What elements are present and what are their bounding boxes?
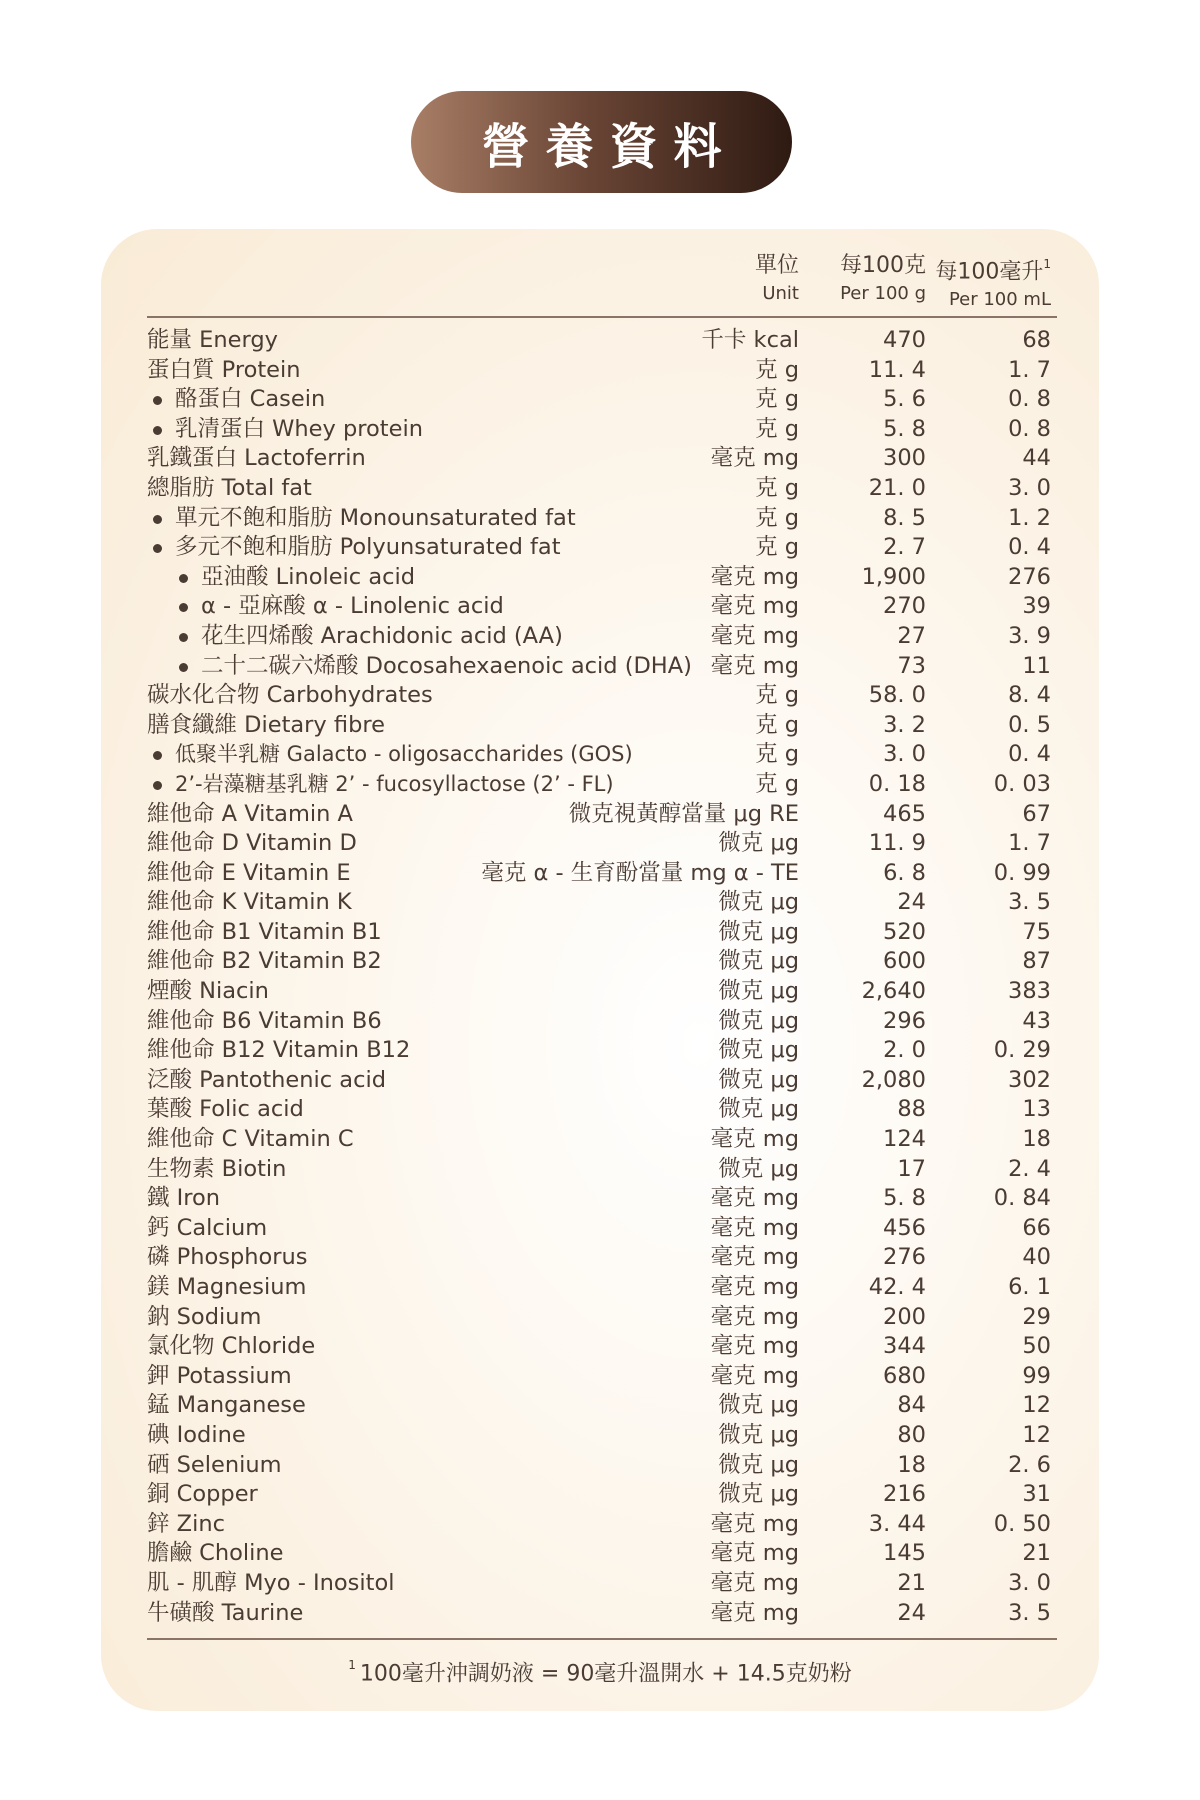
value-per-100ml: 0. 8 bbox=[1008, 415, 1051, 442]
nutrient-name: 花生四烯酸 Arachidonic acid (AA) bbox=[201, 622, 563, 649]
value-per-100g: 270 bbox=[883, 593, 926, 620]
value-per-100ml: 21 bbox=[1022, 1540, 1051, 1567]
value-per-100g: 58. 0 bbox=[868, 682, 926, 709]
nutrient-unit: 毫克 mg bbox=[710, 1185, 799, 1212]
nutrient-unit: 克 g bbox=[755, 356, 799, 383]
page-title: 營養資料 bbox=[481, 118, 738, 175]
table-row bbox=[147, 415, 1057, 445]
nutrient-unit: 克 g bbox=[755, 474, 799, 501]
value-per-100ml: 66 bbox=[1022, 1214, 1051, 1241]
value-per-100g: 6. 8 bbox=[883, 859, 926, 886]
value-per-100ml: 75 bbox=[1022, 918, 1051, 945]
bullet-icon bbox=[179, 603, 188, 612]
nutrient-name: 總脂肪 Total fat bbox=[147, 474, 312, 501]
nutrient-name: 銅 Copper bbox=[147, 1481, 258, 1508]
table-row bbox=[147, 1095, 1057, 1125]
nutrient-name: 維他命 B6 Vitamin B6 bbox=[147, 1007, 382, 1034]
nutrient-name: 低聚半乳糖 Galacto - oligosaccharides (GOS) bbox=[175, 742, 633, 767]
nutrient-name: 碳水化合物 Carbohydrates bbox=[147, 682, 433, 709]
bullet-icon bbox=[153, 544, 162, 553]
value-per-100g: 520 bbox=[883, 918, 926, 945]
table-row bbox=[147, 1569, 1057, 1599]
value-per-100ml: 12 bbox=[1022, 1392, 1051, 1419]
nutrient-name: 維他命 K Vitamin K bbox=[147, 889, 352, 916]
nutrient-unit: 克 g bbox=[755, 711, 799, 738]
nutrient-unit: 克 g bbox=[755, 415, 799, 442]
table-row bbox=[147, 829, 1057, 859]
value-per-100ml: 0. 29 bbox=[993, 1037, 1051, 1064]
table-row bbox=[147, 592, 1057, 622]
value-per-100g: 300 bbox=[883, 445, 926, 472]
value-per-100g: 344 bbox=[883, 1333, 926, 1360]
nutrient-name: 二十二碳六烯酸 Docosahexaenoic acid (DHA) bbox=[201, 652, 692, 679]
value-per-100ml: 68 bbox=[1022, 327, 1051, 353]
table-row bbox=[147, 1273, 1057, 1303]
nutrient-name: 多元不飽和脂肪 Polyunsaturated fat bbox=[175, 534, 561, 561]
table-row bbox=[147, 1510, 1057, 1540]
nutrient-unit: 千卡 kcal bbox=[701, 327, 799, 353]
value-per-100g: 465 bbox=[883, 800, 926, 827]
table-header bbox=[147, 251, 1057, 317]
table-row bbox=[147, 1243, 1057, 1273]
nutrient-name: 維他命 D Vitamin D bbox=[147, 830, 357, 857]
footer-divider bbox=[147, 1638, 1057, 1640]
table-row bbox=[147, 1332, 1057, 1362]
value-per-100g: 5. 8 bbox=[883, 415, 926, 442]
value-per-100g: 2,080 bbox=[861, 1066, 926, 1093]
value-per-100ml: 1. 7 bbox=[1008, 830, 1051, 857]
nutrient-unit: 克 g bbox=[755, 534, 799, 561]
nutrient-name: 維他命 C Vitamin C bbox=[147, 1126, 354, 1153]
value-per-100g: 0. 18 bbox=[868, 770, 926, 797]
value-per-100g: 80 bbox=[897, 1421, 926, 1448]
table-row bbox=[147, 918, 1057, 948]
footnote-text: 100毫升沖調奶液 = 90毫升溫開水 + 14.5克奶粉 bbox=[359, 1661, 852, 1687]
value-per-100g: 24 bbox=[897, 889, 926, 916]
nutrient-name: α - 亞麻酸 α - Linolenic acid bbox=[201, 593, 504, 620]
table-row bbox=[147, 474, 1057, 504]
nutrient-name: 亞油酸 Linoleic acid bbox=[201, 563, 416, 590]
nutrient-name: 葉酸 Folic acid bbox=[147, 1096, 304, 1123]
value-per-100ml: 3. 5 bbox=[1008, 1599, 1051, 1626]
table-row bbox=[147, 652, 1057, 682]
value-per-100ml: 1. 2 bbox=[1008, 504, 1051, 531]
bullet-icon bbox=[153, 781, 162, 790]
nutrient-name: 蛋白質 Protein bbox=[147, 356, 301, 383]
nutrient-name: 錳 Manganese bbox=[147, 1392, 306, 1419]
value-per-100g: 8. 5 bbox=[883, 504, 926, 531]
value-per-100ml: 39 bbox=[1022, 593, 1051, 620]
nutrient-name: 乳鐵蛋白 Lactoferrin bbox=[147, 445, 366, 472]
header-unit-zh: 單位 bbox=[754, 253, 799, 278]
value-per-100ml: 276 bbox=[1008, 563, 1051, 590]
value-per-100ml: 0. 99 bbox=[993, 859, 1051, 886]
nutrient-unit: 微克 μg bbox=[718, 1066, 799, 1093]
value-per-100g: 5. 6 bbox=[883, 386, 926, 413]
nutrient-name: 乳清蛋白 Whey protein bbox=[175, 415, 423, 442]
nutrient-name: 維他命 B12 Vitamin B12 bbox=[147, 1037, 411, 1064]
value-per-100ml: 2. 6 bbox=[1008, 1451, 1051, 1478]
nutrient-name: 維他命 B2 Vitamin B2 bbox=[147, 948, 382, 975]
table-row bbox=[147, 1184, 1057, 1214]
bullet-icon bbox=[179, 633, 188, 642]
nutrient-unit: 毫克 mg bbox=[710, 1126, 799, 1153]
nutrient-unit: 克 g bbox=[755, 770, 799, 797]
value-per-100ml: 18 bbox=[1022, 1126, 1051, 1153]
nutrient-unit: 毫克 mg bbox=[710, 1540, 799, 1567]
value-per-100ml: 0. 03 bbox=[993, 770, 1051, 797]
nutrient-name: 維他命 E Vitamin E bbox=[147, 859, 351, 886]
value-per-100ml: 99 bbox=[1022, 1362, 1051, 1389]
value-per-100g: 21 bbox=[897, 1569, 926, 1596]
bullet-icon bbox=[153, 515, 162, 524]
nutrient-name: 泛酸 Pantothenic acid bbox=[147, 1066, 386, 1093]
nutrient-unit: 毫克 mg bbox=[710, 445, 799, 472]
table-row bbox=[147, 740, 1057, 770]
table-row bbox=[147, 711, 1057, 741]
table-row bbox=[147, 622, 1057, 652]
value-per-100g: 296 bbox=[883, 1007, 926, 1034]
table-row bbox=[147, 1480, 1057, 1510]
nutrient-unit: 克 g bbox=[755, 504, 799, 531]
table-row bbox=[147, 1539, 1057, 1569]
nutrient-name: 鈣 Calcium bbox=[147, 1214, 268, 1241]
table-row bbox=[147, 1303, 1057, 1333]
nutrient-unit: 微克 μg bbox=[718, 830, 799, 857]
header-per-100ml-en: Per 100 mL bbox=[948, 289, 1051, 311]
table-row bbox=[147, 1599, 1057, 1629]
footnote bbox=[101, 1653, 1099, 1689]
table-row bbox=[147, 504, 1057, 534]
nutrient-unit: 毫克 mg bbox=[710, 1599, 799, 1626]
nutrient-unit: 克 g bbox=[755, 741, 799, 768]
footnote-marker: 1 bbox=[348, 1658, 356, 1672]
value-per-100g: 456 bbox=[883, 1214, 926, 1241]
value-per-100g: 124 bbox=[883, 1126, 926, 1153]
nutrient-name: 肌 - 肌醇 Myo - Inositol bbox=[147, 1569, 395, 1596]
value-per-100g: 18 bbox=[897, 1451, 926, 1478]
table-row bbox=[147, 385, 1057, 415]
value-per-100ml: 12 bbox=[1022, 1421, 1051, 1448]
value-per-100ml: 43 bbox=[1022, 1007, 1051, 1034]
nutrient-table bbox=[147, 326, 1057, 1628]
value-per-100g: 11. 4 bbox=[868, 356, 926, 383]
nutrient-name: 碘 Iodine bbox=[147, 1421, 246, 1448]
nutrient-name: 鐵 Iron bbox=[147, 1185, 221, 1212]
table-row bbox=[147, 947, 1057, 977]
nutrient-name: 維他命 A Vitamin A bbox=[147, 800, 353, 827]
value-per-100ml: 1. 7 bbox=[1008, 356, 1051, 383]
value-per-100ml: 87 bbox=[1022, 948, 1051, 975]
value-per-100g: 11. 9 bbox=[868, 830, 926, 857]
value-per-100g: 2. 0 bbox=[883, 1037, 926, 1064]
table-row bbox=[147, 1362, 1057, 1392]
nutrient-name: 能量 Energy bbox=[147, 327, 278, 353]
value-per-100ml: 0. 8 bbox=[1008, 386, 1051, 413]
bullet-icon bbox=[153, 751, 162, 760]
table-row bbox=[147, 1125, 1057, 1155]
nutrient-unit: 微克 μg bbox=[718, 1096, 799, 1123]
value-per-100g: 88 bbox=[897, 1096, 926, 1123]
value-per-100g: 2. 7 bbox=[883, 534, 926, 561]
value-per-100ml: 3. 5 bbox=[1008, 889, 1051, 916]
value-per-100g: 470 bbox=[883, 327, 926, 353]
value-per-100ml: 40 bbox=[1022, 1244, 1051, 1271]
value-per-100g: 200 bbox=[883, 1303, 926, 1330]
nutrition-card bbox=[101, 229, 1099, 1711]
header-per-100ml-zh: 每100毫升 bbox=[935, 259, 1044, 285]
value-per-100g: 600 bbox=[883, 948, 926, 975]
value-per-100ml: 67 bbox=[1022, 800, 1051, 827]
nutrient-unit: 毫克 α - 生育酚當量 mg α - TE bbox=[481, 859, 799, 886]
header-per-100g-en: Per 100 g bbox=[840, 283, 926, 304]
header-per-100g-zh: 每100克 bbox=[840, 253, 926, 278]
nutrient-unit: 毫克 mg bbox=[710, 1569, 799, 1596]
value-per-100ml: 0. 5 bbox=[1008, 711, 1051, 738]
nutrient-name: 鉀 Potassium bbox=[147, 1362, 292, 1389]
nutrient-unit: 毫克 mg bbox=[710, 1214, 799, 1241]
value-per-100g: 216 bbox=[883, 1481, 926, 1508]
header-unit bbox=[755, 251, 799, 307]
value-per-100g: 24 bbox=[897, 1599, 926, 1626]
value-per-100ml: 29 bbox=[1022, 1303, 1051, 1330]
bullet-icon bbox=[179, 574, 188, 583]
table-row bbox=[147, 563, 1057, 593]
value-per-100ml: 0. 50 bbox=[993, 1510, 1051, 1537]
nutrient-name: 2’-岩藻糖基乳糖 2’ - fucosyllactose (2’ - FL) bbox=[175, 771, 614, 796]
nutrient-unit: 微克 μg bbox=[718, 1451, 799, 1478]
nutrient-unit: 克 g bbox=[755, 682, 799, 709]
value-per-100g: 1,900 bbox=[861, 563, 926, 590]
nutrient-unit: 微克 μg bbox=[718, 1037, 799, 1064]
nutrient-unit: 微克 μg bbox=[718, 1481, 799, 1508]
value-per-100ml: 44 bbox=[1022, 445, 1051, 472]
value-per-100g: 3. 2 bbox=[883, 711, 926, 738]
nutrient-unit: 克 g bbox=[755, 386, 799, 413]
value-per-100ml: 3. 0 bbox=[1008, 1569, 1051, 1596]
table-row bbox=[147, 1214, 1057, 1244]
nutrient-unit: 毫克 mg bbox=[710, 652, 799, 679]
header-per-100ml-zh-wrap bbox=[935, 251, 1051, 287]
table-row bbox=[147, 681, 1057, 711]
bullet-icon bbox=[153, 426, 162, 435]
nutrient-unit: 微克 μg bbox=[718, 978, 799, 1005]
nutrient-unit: 微克 μg bbox=[718, 1007, 799, 1034]
nutrient-unit: 毫克 mg bbox=[710, 1244, 799, 1271]
table-row bbox=[147, 800, 1057, 830]
nutrient-unit: 毫克 mg bbox=[710, 622, 799, 649]
nutrient-unit: 微克 μg bbox=[718, 1155, 799, 1182]
nutrient-name: 牛磺酸 Taurine bbox=[147, 1599, 304, 1626]
table-row bbox=[147, 859, 1057, 889]
header-per-100g bbox=[840, 251, 926, 307]
value-per-100ml: 302 bbox=[1008, 1066, 1051, 1093]
value-per-100g: 3. 0 bbox=[883, 741, 926, 768]
value-per-100g: 73 bbox=[897, 652, 926, 679]
value-per-100ml: 13 bbox=[1022, 1096, 1051, 1123]
table-row bbox=[147, 444, 1057, 474]
nutrient-name: 膽鹼 Choline bbox=[147, 1540, 284, 1567]
value-per-100ml: 50 bbox=[1022, 1333, 1051, 1360]
table-row bbox=[147, 1391, 1057, 1421]
value-per-100ml: 8. 4 bbox=[1008, 682, 1051, 709]
nutrient-unit: 毫克 mg bbox=[710, 1303, 799, 1330]
value-per-100ml: 0. 4 bbox=[1008, 741, 1051, 768]
nutrient-name: 生物素 Biotin bbox=[147, 1155, 287, 1182]
value-per-100g: 17 bbox=[897, 1155, 926, 1182]
table-row bbox=[147, 356, 1057, 386]
nutrient-name: 酪蛋白 Casein bbox=[175, 386, 326, 413]
nutrient-unit: 毫克 mg bbox=[710, 1362, 799, 1389]
header-footnote-marker: 1 bbox=[1043, 257, 1051, 271]
value-per-100g: 276 bbox=[883, 1244, 926, 1271]
value-per-100g: 42. 4 bbox=[868, 1274, 926, 1300]
table-row bbox=[147, 1451, 1057, 1481]
value-per-100ml: 6. 1 bbox=[1008, 1274, 1051, 1300]
table-row bbox=[147, 977, 1057, 1007]
value-per-100g: 5. 8 bbox=[883, 1185, 926, 1212]
value-per-100ml: 383 bbox=[1008, 978, 1051, 1005]
bullet-icon bbox=[179, 663, 188, 672]
nutrient-name: 磷 Phosphorus bbox=[147, 1244, 308, 1271]
nutrient-unit: 毫克 mg bbox=[710, 1510, 799, 1537]
nutrient-unit: 毫克 mg bbox=[710, 593, 799, 620]
table-row bbox=[147, 533, 1057, 563]
nutrient-name: 硒 Selenium bbox=[147, 1451, 282, 1478]
table-row bbox=[147, 1421, 1057, 1451]
table-row bbox=[147, 888, 1057, 918]
title-banner bbox=[411, 91, 792, 193]
value-per-100ml: 3. 9 bbox=[1008, 622, 1051, 649]
nutrient-name: 鋅 Zinc bbox=[147, 1510, 225, 1537]
nutrient-unit: 微克 μg bbox=[718, 948, 799, 975]
table-row bbox=[147, 1036, 1057, 1066]
header-unit-en: Unit bbox=[762, 283, 799, 304]
value-per-100g: 27 bbox=[897, 622, 926, 649]
nutrient-unit: 微克 μg bbox=[718, 1392, 799, 1419]
nutrient-unit: 毫克 mg bbox=[710, 1274, 799, 1300]
value-per-100ml: 2. 4 bbox=[1008, 1155, 1051, 1182]
value-per-100g: 2,640 bbox=[861, 978, 926, 1005]
header-divider bbox=[147, 316, 1057, 318]
value-per-100ml: 31 bbox=[1022, 1481, 1051, 1508]
value-per-100g: 84 bbox=[897, 1392, 926, 1419]
nutrient-unit: 微克 μg bbox=[718, 1421, 799, 1448]
nutrient-name: 煙酸 Niacin bbox=[147, 978, 269, 1005]
bullet-icon bbox=[153, 396, 162, 405]
nutrient-name: 維他命 B1 Vitamin B1 bbox=[147, 918, 382, 945]
table-row bbox=[147, 326, 1057, 356]
nutrient-name: 鎂 Magnesium bbox=[147, 1274, 307, 1300]
header-per-100ml bbox=[935, 251, 1051, 313]
table-row bbox=[147, 1066, 1057, 1096]
table-row bbox=[147, 770, 1057, 800]
nutrient-name: 單元不飽和脂肪 Monounsaturated fat bbox=[175, 504, 576, 531]
nutrient-unit: 微克視黃醇當量 μg RE bbox=[568, 800, 799, 827]
value-per-100g: 145 bbox=[883, 1540, 926, 1567]
value-per-100ml: 11 bbox=[1022, 652, 1051, 679]
nutrient-unit: 微克 μg bbox=[718, 889, 799, 916]
value-per-100g: 3. 44 bbox=[868, 1510, 926, 1537]
table-row bbox=[147, 1155, 1057, 1185]
nutrient-unit: 毫克 mg bbox=[710, 563, 799, 590]
nutrient-name: 膳食纖維 Dietary fibre bbox=[147, 711, 385, 738]
nutrient-name: 鈉 Sodium bbox=[147, 1303, 262, 1330]
value-per-100ml: 0. 4 bbox=[1008, 534, 1051, 561]
value-per-100g: 21. 0 bbox=[868, 474, 926, 501]
nutrient-name: 氯化物 Chloride bbox=[147, 1333, 316, 1360]
value-per-100g: 680 bbox=[883, 1362, 926, 1389]
nutrient-unit: 微克 μg bbox=[718, 918, 799, 945]
table-row bbox=[147, 1007, 1057, 1037]
value-per-100ml: 0. 84 bbox=[993, 1185, 1051, 1212]
value-per-100ml: 3. 0 bbox=[1008, 474, 1051, 501]
nutrient-unit: 毫克 mg bbox=[710, 1333, 799, 1360]
